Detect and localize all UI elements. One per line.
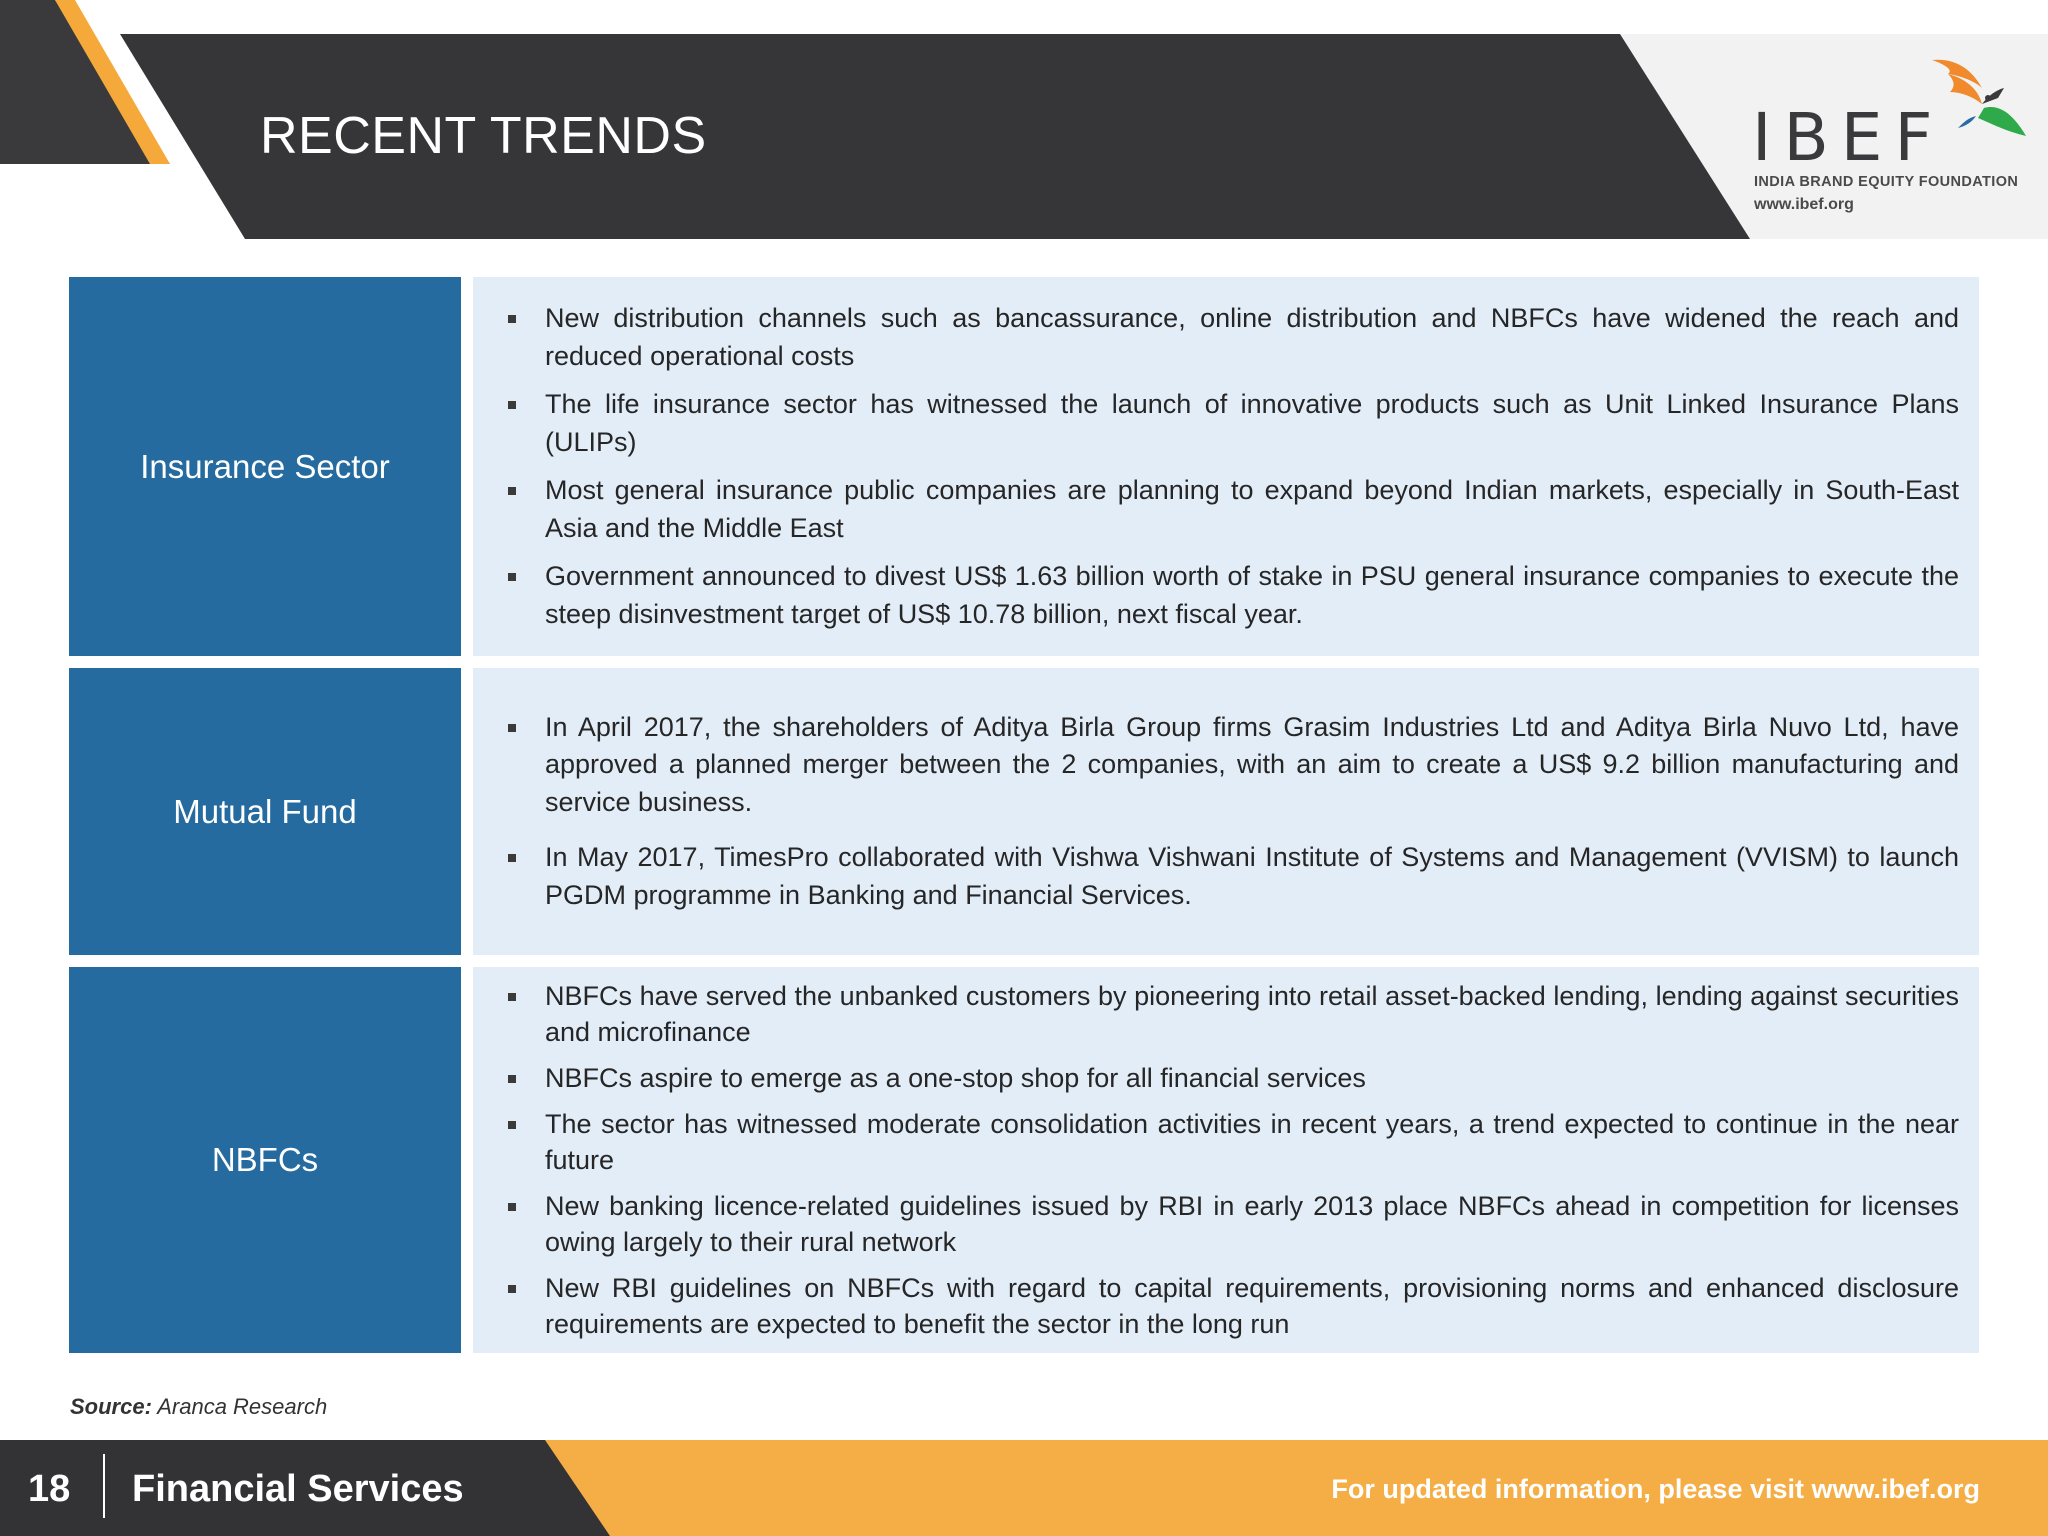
section-label: NBFCs: [69, 967, 461, 1353]
list-item: In May 2017, TimesPro collaborated with Vishwa Vishwani Institute of Systems and Management (VVISM) to launch PGDM programme in Banking and Financial Services.: [505, 839, 1959, 914]
source-text: Aranca Research: [157, 1394, 328, 1419]
list-item: New distribution channels such as bancassurance, online distribution and NBFCs have widened the reach and reduced operational costs: [505, 300, 1959, 375]
section-body: [473, 967, 1979, 1353]
section-label: Mutual Fund: [69, 668, 461, 955]
page-number: 18: [28, 1468, 71, 1510]
page-title: RECENT TRENDS: [260, 107, 707, 165]
list-item: The sector has witnessed moderate consolidation activities in recent years, a trend expected to continue in the near future: [505, 1106, 1959, 1178]
list-item: New RBI guidelines on NBFCs with regard to capital requirements, provisioning norms and enhanced disclosure requirements are expected to benefit the sector in the long run: [505, 1270, 1959, 1342]
section-body: [473, 668, 1979, 955]
list-item: New banking licence-related guidelines issued by RBI in early 2013 place NBFCs ahead in competition for licenses owing largely to their rural network: [505, 1188, 1959, 1260]
list-item: The life insurance sector has witnessed the launch of innovative products such as Unit Linked Insurance Plans (ULIPs): [505, 386, 1959, 461]
logo-url[interactable]: www.ibef.org: [1754, 196, 1854, 213]
footer-title: Financial Services: [132, 1468, 464, 1510]
section-mutual-fund: [69, 668, 1979, 955]
section-nbfcs: [69, 967, 1979, 1353]
list-item: In April 2017, the shareholders of Aditya Birla Group firms Grasim Industries Ltd and Aditya Birla Nuvo Ltd, have approved a planned merger between the 2 companies, with an aim to create a US$ 9.2 billion manufacturing and service business.: [505, 709, 1959, 822]
list-item: NBFCs have served the unbanked customers by pioneering into retail asset-backed lending, lending against securities and microfinance: [505, 978, 1959, 1050]
logo-wordmark: IBEF: [1752, 99, 1945, 176]
section-body: [473, 277, 1979, 656]
list-item: NBFCs aspire to emerge as a one-stop shop for all financial services: [505, 1060, 1959, 1096]
list-item: Most general insurance public companies are planning to expand beyond Indian markets, especially in South-East Asia and the Middle East: [505, 472, 1959, 547]
footer-divider: [103, 1454, 105, 1518]
section-insurance: [69, 277, 1979, 656]
ibef-logo: [1752, 52, 2022, 222]
footer-website-link[interactable]: For updated information, please visit www.ibef.org: [1331, 1474, 1980, 1504]
source-label: Source:: [70, 1394, 152, 1419]
list-item: Government announced to divest US$ 1.63 billion worth of stake in PSU general insurance companies to execute the steep disinvestment target of US$ 10.78 billion, next fiscal year.: [505, 558, 1959, 633]
source-note: [70, 1394, 327, 1420]
logo-tagline: INDIA BRAND EQUITY FOUNDATION: [1754, 174, 2019, 190]
section-label: Insurance Sector: [69, 277, 461, 656]
